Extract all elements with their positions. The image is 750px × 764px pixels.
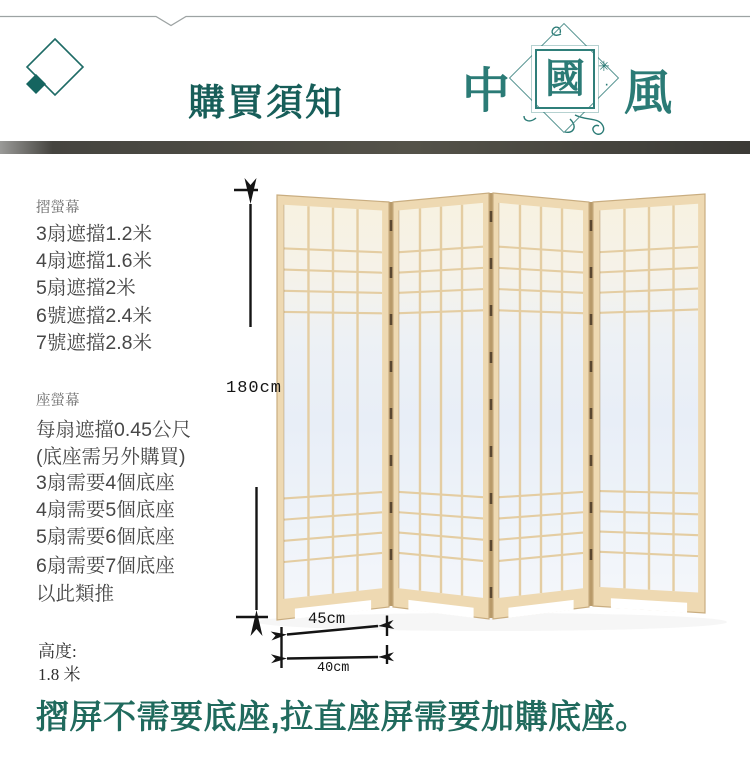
folding-spec-item: 4扇遮擋1.6米 (36, 250, 152, 272)
height-dimension-label: 180cm (226, 379, 283, 398)
brand-accent-mark-icon: ✳ (598, 58, 610, 74)
folding-spec-item: 3扇遮擋1.2米 (36, 223, 152, 245)
folding-screen-illustration (257, 193, 727, 631)
standing-spec-item: 5扇需要6個底座 (36, 526, 175, 548)
divider-bar (0, 141, 750, 154)
brand-ornament (452, 22, 702, 140)
brand-diamond-icon (26, 39, 83, 95)
height-note-label: 高度: (38, 642, 77, 661)
brand-accent-dot-icon: · (604, 76, 610, 93)
folding-spec-item: 7號遮擋2.8米 (36, 332, 152, 354)
folding-spec-heading: 摺螢幕 (36, 200, 80, 216)
screen-panel-rail (284, 312, 382, 313)
footer-note: 摺屏不需要底座,拉直座屏需要加購底座。 (36, 698, 649, 735)
standing-spec-item: 4扇需要5個底座 (36, 499, 175, 521)
standing-spec-item: (底座需另外購買) (36, 446, 186, 468)
standing-spec-item: 以此類推 (36, 583, 115, 605)
folding-spec-item: 5扇遮擋2米 (36, 277, 136, 299)
height-note-value: 1.8 米 (38, 665, 81, 684)
standing-spec-item: 3扇需要4個底座 (36, 472, 175, 494)
standing-spec-heading: 座螢幕 (36, 393, 80, 409)
page-title: 購買須知 (188, 82, 344, 123)
brand-square-frame (535, 49, 595, 109)
brand-char-right: 風 (624, 67, 673, 120)
standing-spec-item: 每扇遮擋0.45公尺 (36, 419, 191, 441)
standing-spec-item: 6扇需要7個底座 (36, 555, 175, 577)
base-width-arrow (287, 657, 378, 659)
panel-width-label: 45cm (308, 610, 346, 628)
brand-char-center: 國 (545, 56, 585, 101)
base-width-label: 40cm (317, 661, 350, 676)
folding-spec-item: 6號遮擋2.4米 (36, 305, 152, 327)
brand-char-left: 中 (462, 65, 511, 118)
